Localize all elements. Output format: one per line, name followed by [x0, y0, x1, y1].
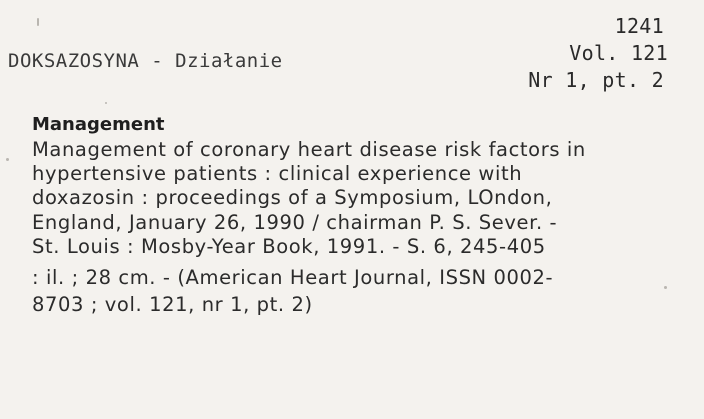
entry-line: 8703 ; vol. 121, nr 1, pt. 2) — [32, 293, 313, 316]
card-speck — [664, 286, 667, 289]
issue-label: Nr 1, pt. 2 — [528, 68, 664, 92]
entry-line: St. Louis : Mosby-Year Book, 1991. - S. 6, 245-405 — [32, 235, 546, 258]
card-speck — [105, 102, 107, 104]
card-heading: DOKSAZOSYNA - Działanie — [8, 50, 283, 72]
volume-label: Vol. 121 — [569, 41, 668, 65]
catalog-number: 1241 — [614, 14, 664, 38]
entry-line: : il. ; 28 cm. - (American Heart Journal, ISSN 0002- — [32, 266, 554, 289]
entry-line: England, January 26, 1990 / chairman P. S. Sever. - — [32, 211, 558, 234]
card-speck — [37, 18, 39, 26]
entry-line: doxazosin : proceedings of a Symposium, LOndon, — [32, 186, 553, 209]
section-title: Management — [32, 114, 165, 135]
card-speck — [6, 158, 9, 161]
entry-line: hypertensive patients : clinical experience with — [32, 162, 523, 185]
entry-line: Management of coronary heart disease risk factors in — [32, 138, 586, 161]
